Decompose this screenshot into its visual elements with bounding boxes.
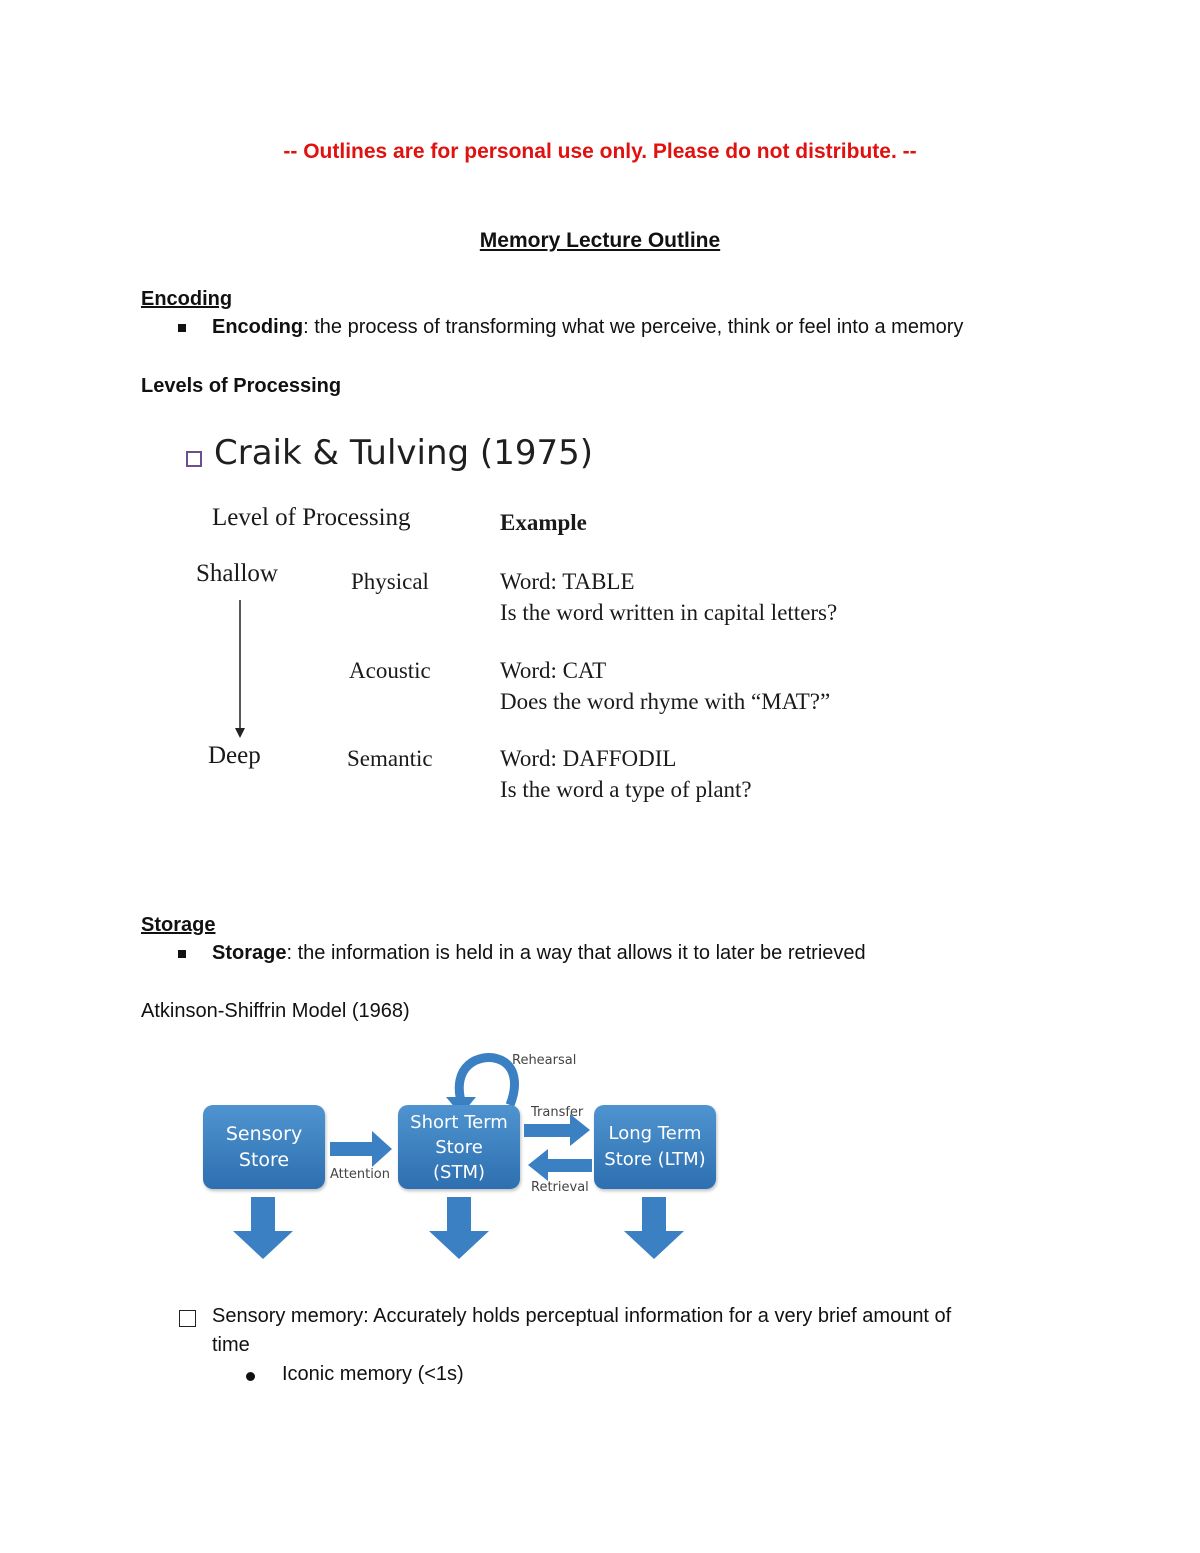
short-term-store-box (398, 1105, 520, 1189)
example-question-acoustic: Does the word rhyme with “MAT?” (500, 689, 831, 714)
craik-tulving-title: Craik & Tulving (1975) (214, 433, 593, 473)
encoding-heading: Encoding (141, 288, 233, 310)
ltm-line2: Store (LTM) (604, 1149, 706, 1170)
encoding-term: Encoding (212, 316, 304, 338)
example-word-cat: Word: CAT (500, 658, 607, 683)
example-question-semantic: Is the word a type of plant? (500, 777, 752, 802)
sensory-store-box (203, 1105, 325, 1189)
shallow-label: Shallow (196, 560, 278, 587)
sensory-memory-line1: Sensory memory: Accurately holds perceptual information for a very brief amount of (212, 1305, 952, 1327)
levels-heading: Levels of Processing (141, 375, 342, 397)
sensory-store-line2: Store (238, 1149, 290, 1171)
label-rehearsal: Rehearsal (512, 1053, 577, 1068)
round-bullet-icon (246, 1372, 255, 1381)
storage-definition-text: : the information is held in a way that allows it to later be retrieved (286, 942, 866, 964)
long-term-store-box (594, 1105, 716, 1189)
level-semantic: Semantic (347, 746, 433, 771)
deep-label: Deep (208, 742, 261, 769)
stm-line2: Store (435, 1136, 483, 1158)
model-title: Atkinson-Shiffrin Model (1968) (141, 1000, 410, 1022)
stm-line3: (STM) (433, 1161, 485, 1183)
iconic-memory-item: Iconic memory (<1s) (282, 1363, 464, 1385)
sensory-store-line1: Sensory (225, 1123, 303, 1145)
depth-arrow (230, 598, 250, 740)
square-bullet-icon (178, 324, 186, 332)
example-question-physical: Is the word written in capital letters? (500, 600, 838, 625)
encoding-definition (212, 316, 963, 339)
label-attention: Attention (330, 1167, 390, 1182)
distribution-notice: -- Outlines are for personal use only. Please do not distribute. -- (283, 140, 917, 163)
page-title: Memory Lecture Outline (479, 229, 721, 252)
example-word-daffodil: Word: DAFFODIL (500, 746, 677, 771)
column-level-header: Level of Processing (212, 504, 411, 531)
stm-line1: Short Term (410, 1111, 508, 1133)
label-retrieval: Retrieval (531, 1180, 589, 1195)
example-word-table: Word: TABLE (500, 569, 635, 594)
checkbox-icon (179, 1310, 196, 1327)
ltm-line1: Long Term (608, 1123, 702, 1144)
storage-definition (212, 942, 866, 965)
storage-heading: Storage (141, 914, 216, 936)
sensory-memory-line2: time (212, 1334, 250, 1356)
square-bullet-icon (178, 950, 186, 958)
encoding-definition-text: : the process of transforming what we perceive, think or feel into a memory (303, 316, 964, 338)
storage-term: Storage (212, 942, 287, 964)
level-acoustic: Acoustic (349, 658, 431, 683)
checkbox-outline-icon (186, 451, 202, 467)
column-example-header: Example (500, 510, 587, 535)
level-physical: Physical (351, 569, 429, 594)
label-transfer: Transfer (531, 1105, 584, 1120)
